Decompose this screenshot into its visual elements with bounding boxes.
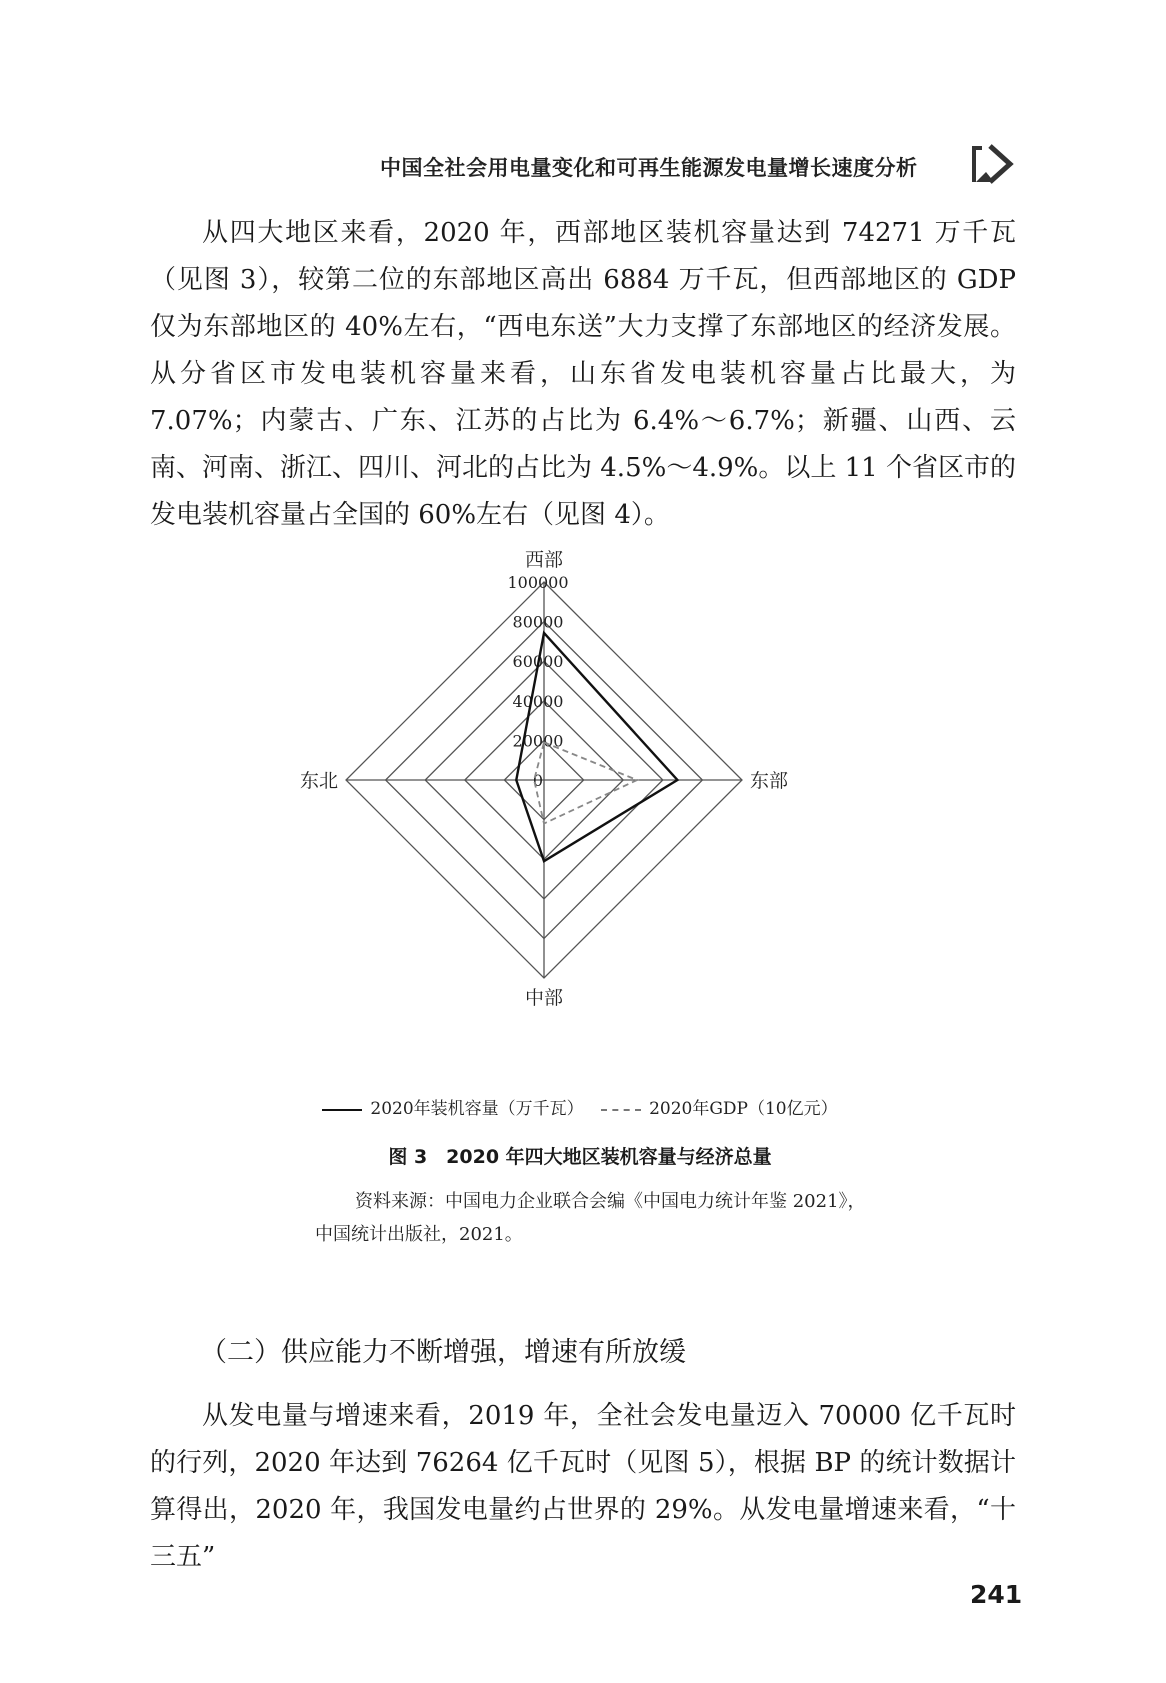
- paragraph-generation: 从发电量与增速来看，2019 年，全社会发电量迈入 70000 亿千瓦时的行列，2020 年达到 76264 亿千瓦时（见图 5），根据 BP 的统计数据计算得出，2020 年，我国发电量约占世界的 29%。从发电量增速来看，“十三五”: [150, 1401, 1016, 1572]
- chart-legend: [300, 1094, 860, 1119]
- tick-label: 40000: [512, 691, 564, 711]
- chapter-arrow-icon: [972, 142, 1018, 186]
- axis-label-1: 西部: [524, 549, 564, 571]
- tick-label: 0: [532, 771, 544, 790]
- paragraph-regional-capacity: 从四大地区来看，2020 年，西部地区装机容量达到 74271 万千瓦（见图 3），较第二位的东部地区高出 6884 万千瓦，但西部地区的 GDP 仅为东部地区的 40%左右，“西电东送”大力支撑了东部地区的经济发展。从分省区市发电装机容量来看，山东省发电装机容量占比最大，为 7.07%；内蒙古、广东、江苏的占比为 6.4%～6.7%；新疆、山西、云南、河南、浙江、四川、河北的占比为 4.5%～4.9%。以上 11 个省区市的发电装机容量占全国的 60%左右（见图 4）。: [150, 218, 1016, 530]
- figure-caption: 图 3 2020 年四大地区装机容量与经济总量: [388, 1146, 772, 1168]
- axis-label-2: 东部: [750, 770, 789, 792]
- radar-chart: [299, 549, 860, 1145]
- figure-source: 资料来源：中国电力企业联合会编《中国电力统计年鉴 2021》，中国统计出版社，2021。: [315, 1191, 866, 1245]
- section-heading: （二）供应能力不断增强，增速有所放缓: [200, 1337, 686, 1368]
- radar-tick-labels: [507, 573, 568, 790]
- legend-capacity: 2020年装机容量（万千瓦）: [370, 1099, 584, 1119]
- page-number: 241: [970, 1580, 1023, 1609]
- legend-gdp: 2020年GDP（10亿元）: [649, 1099, 838, 1119]
- series-gdp: [534, 742, 637, 823]
- tick-label: 20000: [512, 731, 564, 751]
- tick-label: 60000: [512, 652, 564, 672]
- running-title: 中国全社会用电量变化和可再生能源发电量增长速度分析: [380, 156, 918, 180]
- axis-label-4: 东北: [299, 770, 338, 792]
- legend-solid-line: [322, 1109, 362, 1111]
- tick-label: 100000: [507, 573, 569, 592]
- tick-label: 80000: [512, 612, 564, 632]
- legend-dashed-line: [601, 1109, 641, 1111]
- radar-grid: [346, 582, 742, 978]
- axis-label-3: 中部: [524, 987, 564, 1009]
